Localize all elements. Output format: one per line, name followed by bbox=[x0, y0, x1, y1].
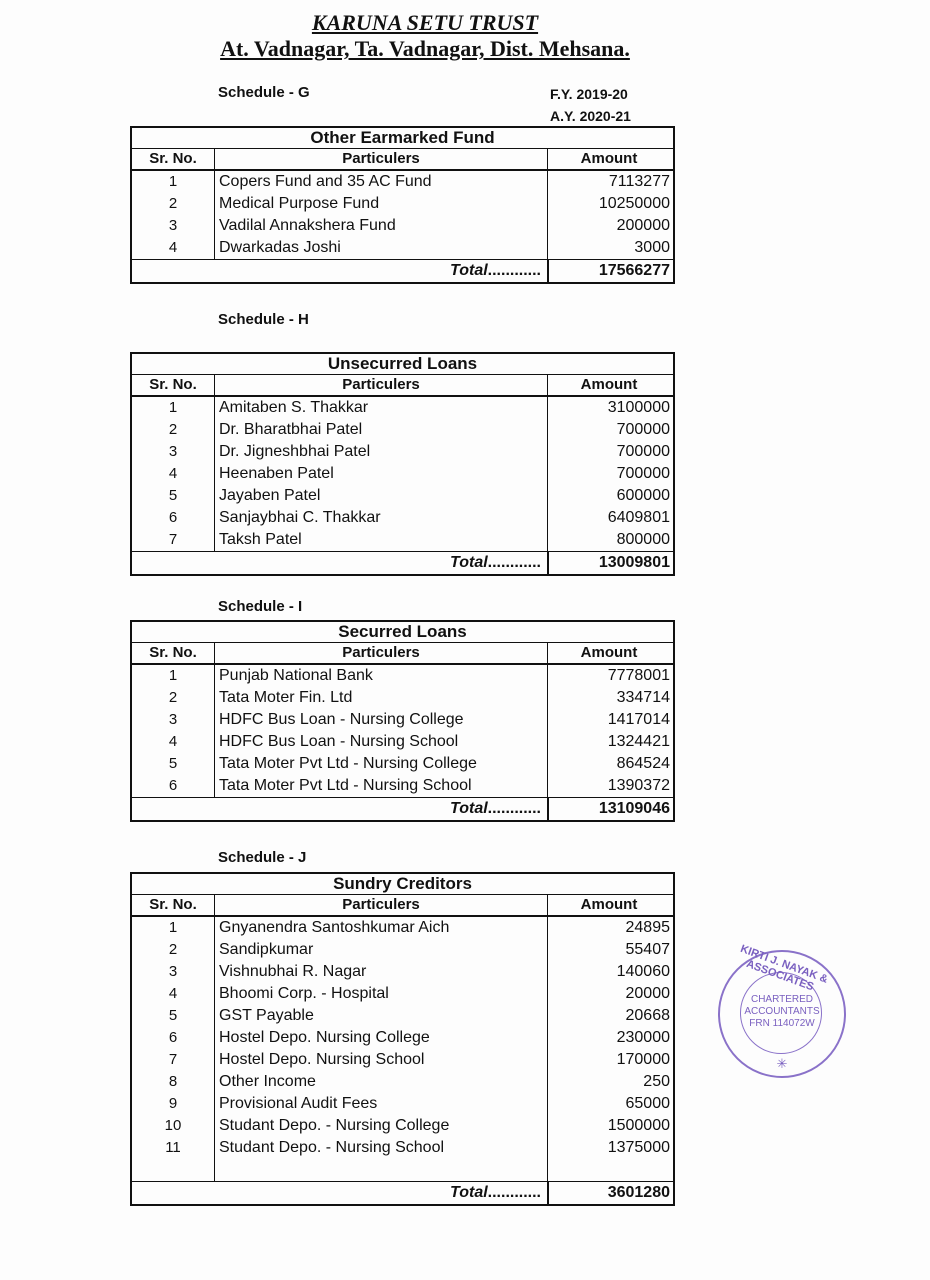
amount-cell: 1500000 bbox=[607, 1117, 670, 1134]
particulars-cell: Dr. Jigneshbhai Patel bbox=[215, 441, 548, 463]
amount-cell: 170000 bbox=[616, 1051, 670, 1068]
amount-cell bbox=[548, 1159, 673, 1181]
table-row bbox=[132, 753, 673, 775]
amount-header: Amount bbox=[580, 896, 638, 913]
amount-cell: 7113277 bbox=[608, 173, 670, 190]
particulars-header: Particulers bbox=[215, 895, 548, 915]
particulars-cell: Tata Moter Fin. Ltd bbox=[215, 687, 548, 709]
total-label-cell bbox=[132, 260, 548, 282]
schedule-j-label: Schedule - J bbox=[218, 849, 307, 866]
total-row bbox=[132, 797, 673, 820]
table-row bbox=[132, 1027, 673, 1049]
amount-cell: 800000 bbox=[616, 531, 670, 548]
particulars-cell: Vadilal Annakshera Fund bbox=[215, 215, 548, 237]
amount-cell: 1390372 bbox=[607, 777, 670, 794]
amount-cell: 230000 bbox=[616, 1029, 670, 1046]
table-row bbox=[132, 709, 673, 731]
table-row bbox=[132, 1005, 673, 1027]
amount-cell: 3100000 bbox=[607, 399, 670, 416]
amount-cell: 24895 bbox=[625, 919, 670, 936]
table-row bbox=[132, 441, 673, 463]
amount-cell: 864524 bbox=[616, 755, 670, 772]
schedule-i-label: Schedule - I bbox=[218, 598, 303, 615]
sr-no-cell: 3 bbox=[132, 215, 215, 237]
total-label: Total bbox=[450, 554, 488, 571]
sr-no-cell: 5 bbox=[132, 1005, 215, 1027]
table-row bbox=[132, 939, 673, 961]
total-label-cell bbox=[132, 552, 548, 574]
particulars-header: Particulers bbox=[215, 643, 548, 663]
table-row bbox=[132, 1137, 673, 1159]
particulars-header: Particulers bbox=[215, 149, 548, 169]
particulars-cell: Provisional Audit Fees bbox=[215, 1093, 548, 1115]
total-label: Total bbox=[450, 1184, 488, 1201]
table-row bbox=[132, 419, 673, 441]
table-row bbox=[132, 529, 673, 551]
particulars-cell: Punjab National Bank bbox=[215, 665, 548, 687]
amount-header: Amount bbox=[580, 150, 638, 167]
particulars-cell: Sandipkumar bbox=[215, 939, 548, 961]
schedule-g-label: Schedule - G bbox=[218, 84, 310, 101]
amount-cell: 55407 bbox=[625, 941, 670, 958]
schedule-h-table bbox=[130, 352, 675, 576]
stamp-line2: ACCOUNTANTS bbox=[744, 1006, 820, 1017]
amount-header: Amount bbox=[580, 376, 638, 393]
particulars-cell: Sanjaybhai C. Thakkar bbox=[215, 507, 548, 529]
sr-no-cell: 6 bbox=[132, 775, 215, 797]
table-row bbox=[132, 983, 673, 1005]
table-row bbox=[132, 215, 673, 237]
particulars-cell: Amitaben S. Thakkar bbox=[215, 397, 548, 419]
table-row bbox=[132, 1049, 673, 1071]
table-row bbox=[132, 171, 673, 193]
sr-no-header: Sr. No. bbox=[132, 149, 215, 169]
particulars-cell: Studant Depo. - Nursing School bbox=[215, 1137, 548, 1159]
particulars-cell: Dwarkadas Joshi bbox=[215, 237, 548, 259]
sr-no-cell: 3 bbox=[132, 709, 215, 731]
sr-no-cell: 2 bbox=[132, 419, 215, 441]
table-body bbox=[132, 171, 673, 259]
table-row bbox=[132, 687, 673, 709]
table-header bbox=[132, 375, 673, 397]
sr-no-cell bbox=[132, 1159, 215, 1181]
sr-no-cell: 4 bbox=[132, 731, 215, 753]
particulars-cell: Medical Purpose Fund bbox=[215, 193, 548, 215]
particulars-cell: Vishnubhai R. Nagar bbox=[215, 961, 548, 983]
particulars-cell: Copers Fund and 35 AC Fund bbox=[215, 171, 548, 193]
amount-cell: 600000 bbox=[616, 487, 670, 504]
sr-no-cell: 6 bbox=[132, 1027, 215, 1049]
amount-cell: 1417014 bbox=[607, 711, 670, 728]
amount-cell: 200000 bbox=[616, 217, 670, 234]
particulars-cell: Bhoomi Corp. - Hospital bbox=[215, 983, 548, 1005]
total-label: Total bbox=[450, 800, 488, 817]
table-row bbox=[132, 665, 673, 687]
particulars-cell: GST Payable bbox=[215, 1005, 548, 1027]
particulars-cell: HDFC Bus Loan - Nursing College bbox=[215, 709, 548, 731]
sr-no-cell: 6 bbox=[132, 507, 215, 529]
total-row bbox=[132, 551, 673, 574]
total-row bbox=[132, 259, 673, 282]
particulars-cell: Gnyanendra Santoshkumar Aich bbox=[215, 917, 548, 939]
sr-no-cell: 11 bbox=[132, 1137, 215, 1159]
table-row bbox=[132, 961, 673, 983]
amount-cell: 20000 bbox=[625, 985, 670, 1002]
table-body bbox=[132, 917, 673, 1181]
assessment-year: A.Y. 2020-21 bbox=[550, 108, 631, 124]
amount-cell: 7778001 bbox=[607, 667, 670, 684]
sr-no-header: Sr. No. bbox=[132, 895, 215, 915]
sr-no-cell: 10 bbox=[132, 1115, 215, 1137]
sr-no-header: Sr. No. bbox=[132, 375, 215, 395]
table-row bbox=[132, 463, 673, 485]
total-dots: ............ bbox=[487, 1184, 541, 1201]
sr-no-cell: 3 bbox=[132, 441, 215, 463]
table-header bbox=[132, 149, 673, 171]
amount-cell: 140060 bbox=[616, 963, 670, 980]
table-row bbox=[132, 917, 673, 939]
total-value: 13009801 bbox=[548, 552, 673, 574]
schedule-h-label: Schedule - H bbox=[218, 311, 309, 328]
total-label-cell bbox=[132, 798, 548, 820]
table-row bbox=[132, 775, 673, 797]
stamp-center-text bbox=[720, 994, 844, 1030]
sr-no-cell: 2 bbox=[132, 193, 215, 215]
table-header bbox=[132, 643, 673, 665]
amount-cell: 1375000 bbox=[607, 1139, 670, 1156]
total-value: 17566277 bbox=[548, 260, 673, 282]
sr-no-cell: 2 bbox=[132, 687, 215, 709]
amount-cell: 250 bbox=[643, 1073, 670, 1090]
table-title: Unsecurred Loans bbox=[132, 354, 673, 375]
table-body bbox=[132, 397, 673, 551]
total-label: Total bbox=[450, 262, 488, 279]
auditor-stamp bbox=[718, 942, 846, 1078]
sr-no-cell: 3 bbox=[132, 961, 215, 983]
total-dots: ............ bbox=[487, 800, 541, 817]
sr-no-cell: 4 bbox=[132, 237, 215, 259]
table-row bbox=[132, 237, 673, 259]
amount-cell: 1324421 bbox=[607, 733, 670, 750]
total-dots: ............ bbox=[487, 262, 541, 279]
sr-no-cell: 4 bbox=[132, 983, 215, 1005]
amount-cell: 334714 bbox=[616, 689, 670, 706]
amount-cell: 20668 bbox=[625, 1007, 670, 1024]
amount-cell: 65000 bbox=[625, 1095, 670, 1112]
particulars-cell: HDFC Bus Loan - Nursing School bbox=[215, 731, 548, 753]
sr-no-cell: 8 bbox=[132, 1071, 215, 1093]
sr-no-cell: 7 bbox=[132, 1049, 215, 1071]
table-row bbox=[132, 485, 673, 507]
stamp-frn: FRN 114072W bbox=[749, 1018, 815, 1029]
particulars-header: Particulers bbox=[215, 375, 548, 395]
amount-header: Amount bbox=[580, 644, 638, 661]
table-row bbox=[132, 193, 673, 215]
particulars-cell: Heenaben Patel bbox=[215, 463, 548, 485]
stamp-star-icon: ✳ bbox=[776, 1056, 788, 1071]
sr-no-cell: 1 bbox=[132, 397, 215, 419]
table-body bbox=[132, 665, 673, 797]
financial-year: F.Y. 2019-20 bbox=[550, 86, 628, 102]
particulars-cell: Dr. Bharatbhai Patel bbox=[215, 419, 548, 441]
table-title: Sundry Creditors bbox=[132, 874, 673, 895]
table-title: Securred Loans bbox=[132, 622, 673, 643]
sr-no-cell: 5 bbox=[132, 753, 215, 775]
particulars-cell: Tata Moter Pvt Ltd - Nursing College bbox=[215, 753, 548, 775]
table-row bbox=[132, 731, 673, 753]
schedule-i-table bbox=[130, 620, 675, 822]
table-row bbox=[132, 1093, 673, 1115]
sr-no-cell: 1 bbox=[132, 917, 215, 939]
amount-cell: 3000 bbox=[634, 239, 670, 256]
table-row bbox=[132, 1159, 673, 1181]
sr-no-cell: 7 bbox=[132, 529, 215, 551]
particulars-cell bbox=[215, 1159, 548, 1181]
sr-no-cell: 1 bbox=[132, 665, 215, 687]
particulars-cell: Other Income bbox=[215, 1071, 548, 1093]
sr-no-cell: 2 bbox=[132, 939, 215, 961]
stamp-line1: CHARTERED bbox=[750, 994, 814, 1005]
amount-cell: 6409801 bbox=[607, 509, 670, 526]
trust-name: KARUNA SETU TRUST bbox=[311, 10, 539, 35]
particulars-cell: Hostel Depo. Nursing School bbox=[215, 1049, 548, 1071]
sr-no-cell: 1 bbox=[132, 171, 215, 193]
amount-cell: 700000 bbox=[616, 443, 670, 460]
total-label-cell bbox=[132, 1182, 548, 1204]
table-row bbox=[132, 1071, 673, 1093]
stamp-firm-name: KIRTI J. NAYAK & ASSOCIATES bbox=[738, 942, 830, 994]
particulars-cell: Tata Moter Pvt Ltd - Nursing School bbox=[215, 775, 548, 797]
sr-no-cell: 4 bbox=[132, 463, 215, 485]
amount-cell: 700000 bbox=[616, 465, 670, 482]
particulars-cell: Hostel Depo. Nursing College bbox=[215, 1027, 548, 1049]
schedule-j-table bbox=[130, 872, 675, 1206]
total-value: 13109046 bbox=[548, 798, 673, 820]
particulars-cell: Jayaben Patel bbox=[215, 485, 548, 507]
trust-address: At. Vadnagar, Ta. Vadnagar, Dist. Mehsana. bbox=[220, 36, 630, 61]
table-row bbox=[132, 507, 673, 529]
total-dots: ............ bbox=[487, 554, 541, 571]
total-row bbox=[132, 1181, 673, 1204]
total-value: 3601280 bbox=[548, 1182, 673, 1204]
particulars-cell: Studant Depo. - Nursing College bbox=[215, 1115, 548, 1137]
schedule-g-table bbox=[130, 126, 675, 284]
sr-no-header: Sr. No. bbox=[132, 643, 215, 663]
table-title: Other Earmarked Fund bbox=[132, 128, 673, 149]
particulars-cell: Taksh Patel bbox=[215, 529, 548, 551]
sr-no-cell: 5 bbox=[132, 485, 215, 507]
sr-no-cell: 9 bbox=[132, 1093, 215, 1115]
amount-cell: 10250000 bbox=[598, 195, 670, 212]
table-header bbox=[132, 895, 673, 917]
amount-cell: 700000 bbox=[616, 421, 670, 438]
table-row bbox=[132, 397, 673, 419]
table-row bbox=[132, 1115, 673, 1137]
